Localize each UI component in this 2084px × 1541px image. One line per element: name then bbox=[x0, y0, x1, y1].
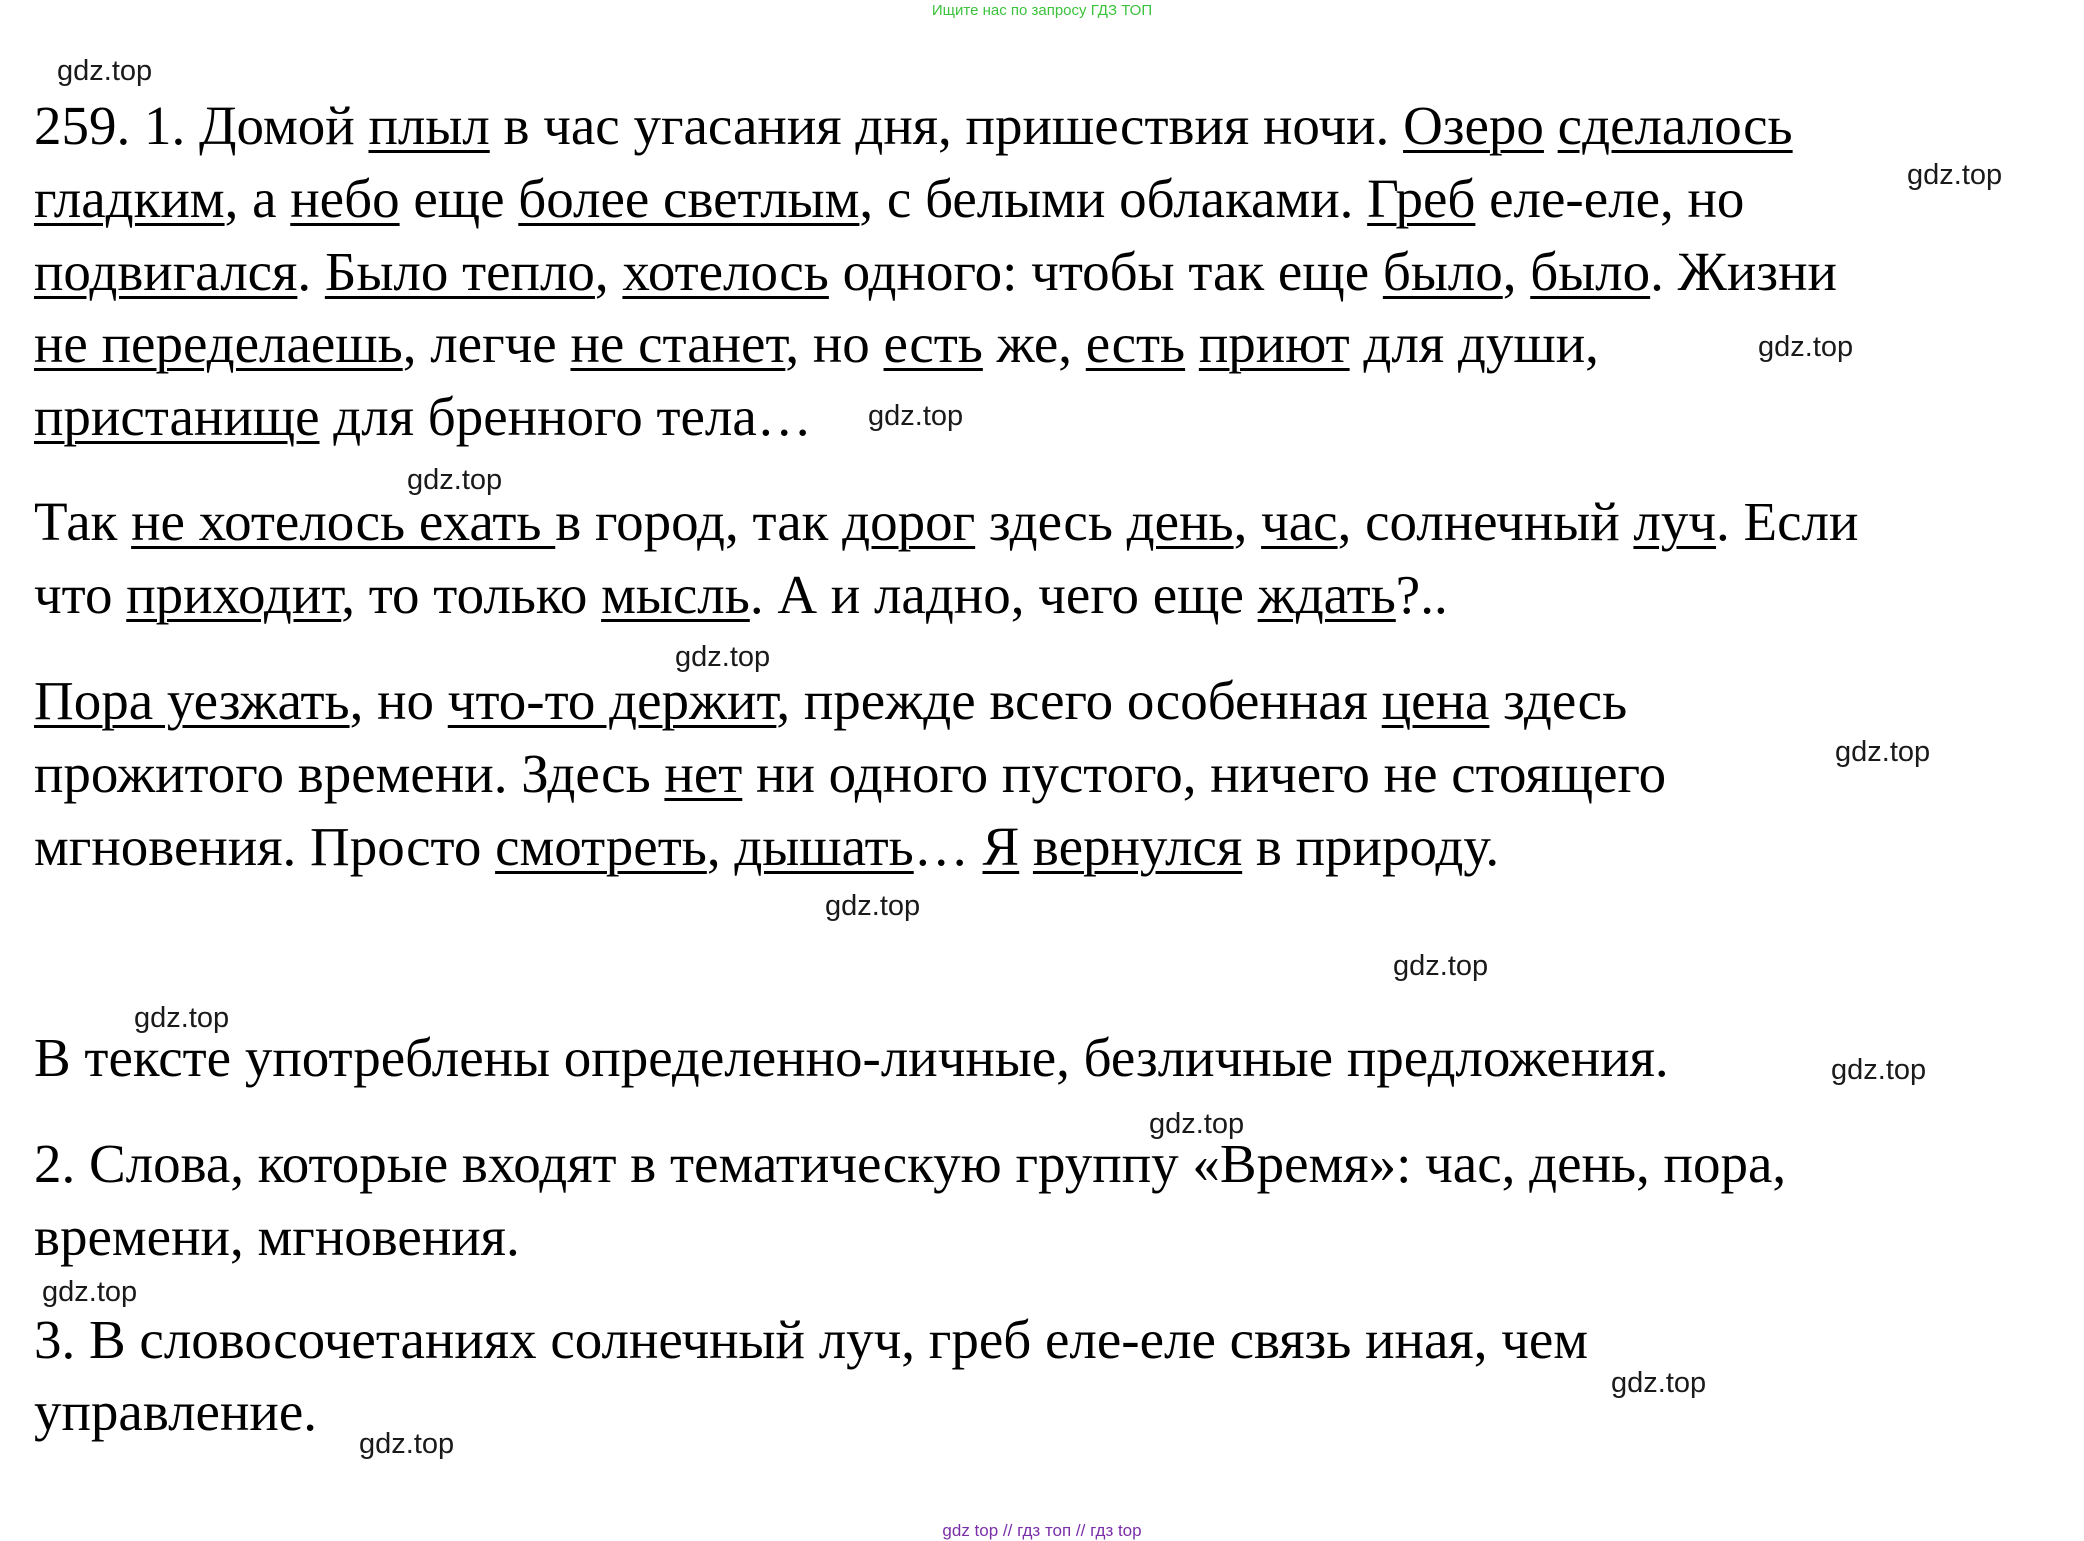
text-line: не переделаешь, легче не станет, но есть же, есть приют для души, bbox=[34, 313, 1599, 374]
underlined-word: не хотелось ехать bbox=[131, 491, 556, 552]
underlined-word: дорог bbox=[842, 491, 976, 552]
text-line: что приходит, то только мысль. А и ладно, чего еще ждать?.. bbox=[34, 564, 1448, 625]
underlined-word: приют bbox=[1198, 313, 1350, 374]
underlined-word: цена bbox=[1381, 670, 1490, 731]
underlined-word: подвигался bbox=[34, 241, 298, 302]
underlined-word: Озеро bbox=[1403, 95, 1544, 156]
underlined-word: луч bbox=[1633, 491, 1717, 552]
watermark: gdz.top bbox=[1831, 1054, 1927, 1086]
underlined-word: гладким bbox=[34, 168, 225, 229]
underlined-word: Греб bbox=[1367, 168, 1476, 229]
underlined-word: пристанище bbox=[34, 386, 320, 447]
watermark: gdz.top bbox=[675, 641, 771, 673]
underlined-word: есть bbox=[1085, 313, 1186, 374]
text-line: мгновения. Просто смотреть, дышать… Я вернулся в природу. bbox=[34, 816, 1500, 877]
underlined-word: не переделаешь bbox=[34, 313, 403, 374]
text-line: Так не хотелось ехать в город, так дорог здесь день, час, солнечный луч. Если bbox=[34, 491, 1859, 552]
underlined-word: что-то держит bbox=[447, 670, 777, 731]
text-line: 3. В словосочетаниях солнечный луч, греб еле-еле связь иная, чем bbox=[34, 1309, 1589, 1370]
text-line: 259. 1. Домой плыл в час угасания дня, пришествия ночи. Озеро сделалось bbox=[34, 95, 1793, 156]
underlined-word: вернулся bbox=[1032, 816, 1243, 877]
text-line: управление. bbox=[34, 1381, 317, 1442]
underlined-word: ждать bbox=[1257, 564, 1396, 625]
text-line: времени, мгновения. bbox=[34, 1206, 520, 1267]
text-line: пристанище для бренного тела… bbox=[34, 386, 812, 447]
watermark: gdz.top bbox=[134, 1002, 230, 1034]
underlined-word: плыл bbox=[368, 95, 490, 156]
text-line: гладким, а небо еще более светлым, с белыми облаками. Греб еле-еле, но bbox=[34, 168, 1745, 229]
watermark: gdz.top bbox=[42, 1276, 138, 1308]
underlined-word: Пора уезжать bbox=[34, 670, 350, 731]
underlined-word: смотреть bbox=[495, 816, 707, 877]
watermark: gdz.top bbox=[1611, 1367, 1707, 1399]
underlined-word: есть bbox=[883, 313, 983, 374]
underlined-word: мысль bbox=[601, 564, 750, 625]
underlined-word: было bbox=[1530, 241, 1651, 302]
watermark: gdz.top bbox=[868, 400, 964, 432]
top-banner: Ищите нас по запросу ГДЗ ТОП bbox=[931, 2, 1153, 19]
watermark: gdz.top bbox=[1835, 736, 1931, 768]
underlined-word: не станет bbox=[570, 313, 786, 374]
underlined-word: день bbox=[1126, 491, 1234, 552]
underlined-word: более светлым bbox=[518, 168, 860, 229]
watermark: gdz.top bbox=[825, 890, 921, 922]
watermark: gdz.top bbox=[1907, 159, 2003, 191]
watermark: gdz.top bbox=[407, 464, 503, 496]
underlined-word: было bbox=[1382, 241, 1503, 302]
footer-links: gdz top // гдз топ // гдз top bbox=[942, 1521, 1142, 1540]
underlined-word: час bbox=[1261, 491, 1338, 552]
underlined-word: хотелось bbox=[622, 241, 829, 302]
watermark: gdz.top bbox=[359, 1428, 455, 1460]
underlined-word: дышать bbox=[734, 816, 914, 877]
underlined-word: приходит bbox=[126, 564, 342, 625]
underlined-word: небо bbox=[290, 168, 400, 229]
underlined-word: сделалось bbox=[1557, 95, 1793, 156]
watermark: gdz.top bbox=[57, 55, 153, 87]
underlined-word: нет bbox=[664, 743, 743, 804]
watermark: gdz.top bbox=[1149, 1108, 1245, 1140]
watermark: gdz.top bbox=[1758, 331, 1854, 363]
text-line: В тексте употреблены определенно-личные, безличные предложения. bbox=[34, 1027, 1669, 1088]
text-line: 2. Слова, которые входят в тематическую группу «Время»: час, день, пора, bbox=[34, 1133, 1787, 1194]
watermark: gdz.top bbox=[1393, 950, 1489, 982]
underlined-word: Было тепло bbox=[324, 241, 595, 302]
underlined-word: Я bbox=[982, 816, 1020, 877]
text-line: Пора уезжать, но что-то держит, прежде всего особенная цена здесь bbox=[34, 670, 1628, 731]
text-line: подвигался. Было тепло, хотелось одного: чтобы так еще было, было. Жизни bbox=[34, 241, 1837, 302]
text-line: прожитого времени. Здесь нет ни одного пустого, ничего не стоящего bbox=[34, 743, 1667, 804]
